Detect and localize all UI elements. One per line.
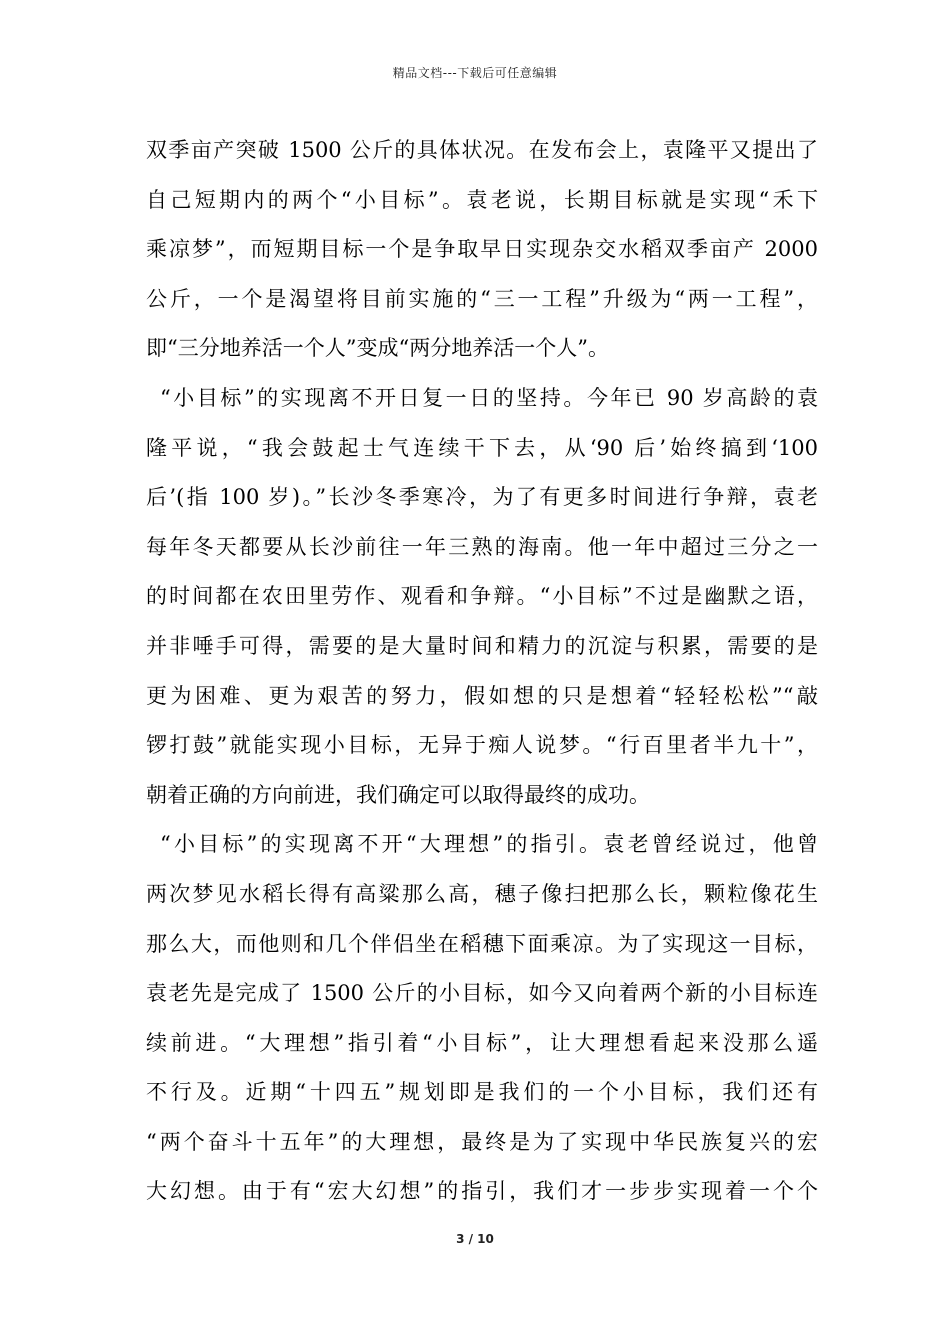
- text-line: 自己短期内的两个“小目标”。袁老说，长期目标就是实现“禾下: [146, 187, 818, 212]
- text-line: 更为困难、更为艰苦的努力，假如想的只是想着“轻轻松松”“敲: [146, 683, 818, 708]
- text-line: 即“三分地养活一个人”变成“两分地养活一个人”。: [146, 336, 609, 361]
- text-line: 锣打鼓”就能实现小目标，无异于痴人说梦。“行百里者半九十”，: [146, 733, 818, 758]
- text-line: 大幻想。由于有“宏大幻想”的指引，我们才一步步实现着一个个: [146, 1179, 818, 1204]
- text-line: 续前进。“大理想”指引着“小目标”，让大理想看起来没那么遥: [146, 1030, 818, 1055]
- text-line: 并非唾手可得，需要的是大量时间和精力的沉淀与积累，需要的是: [146, 633, 818, 658]
- page-header: 精品文档---下载后可任意编辑: [392, 66, 558, 80]
- text-line: “两个奋斗十五年”的大理想，最终是为了实现中华民族复兴的宏: [146, 1129, 818, 1154]
- text-line: 那么大，而他则和几个伴侣坐在稻穗下面乘凉。为了实现这一目标，: [146, 931, 818, 956]
- paragraph-first-line: “小目标”的实现离不开“大理想”的指引。袁老曾经说过，他曾: [160, 832, 818, 857]
- text-line: 不行及。近期“十四五”规划即是我们的一个小目标，我们还有: [146, 1080, 818, 1105]
- text-line: 后’(指 100 岁)。”长沙冬季寒冷，为了有更多时间进行争辩，袁老: [146, 485, 818, 510]
- paragraph-first-line: “小目标”的实现离不开日复一日的坚持。今年已 90 岁高龄的袁: [160, 385, 818, 410]
- text-line: 的时间都在农田里劳作、观看和争辩。“小目标”不过是幽默之语，: [146, 584, 818, 609]
- text-line: 隆平说，“我会鼓起士气连续干下去，从‘90 后’始终搞到‘100: [146, 435, 818, 460]
- document-body: [146, 126, 818, 1217]
- text-line: 两次梦见水稻长得有高粱那么高，穗子像扫把那么长，颗粒像花生: [146, 881, 818, 906]
- text-line: 每年冬天都要从长沙前往一年三熟的海南。他一年中超过三分之一: [146, 534, 818, 559]
- page-number: 3 / 10: [456, 1232, 494, 1246]
- text-line: 袁老先是完成了 1500 公斤的小目标，如今又向着两个新的小目标连: [146, 981, 818, 1006]
- text-line: 公斤，一个是渴望将目前实施的“三一工程”升级为“两一工程”，: [146, 286, 818, 311]
- text-line: 乘凉梦”，而短期目标一个是争取早日实现杂交水稻双季亩产 2000: [146, 237, 818, 262]
- text-line: 朝着正确的方向前进，我们确定可以取得最终的成功。: [146, 782, 650, 807]
- text-line: 双季亩产突破 1500 公斤的具体状况。在发布会上，袁隆平又提出了: [146, 138, 818, 162]
